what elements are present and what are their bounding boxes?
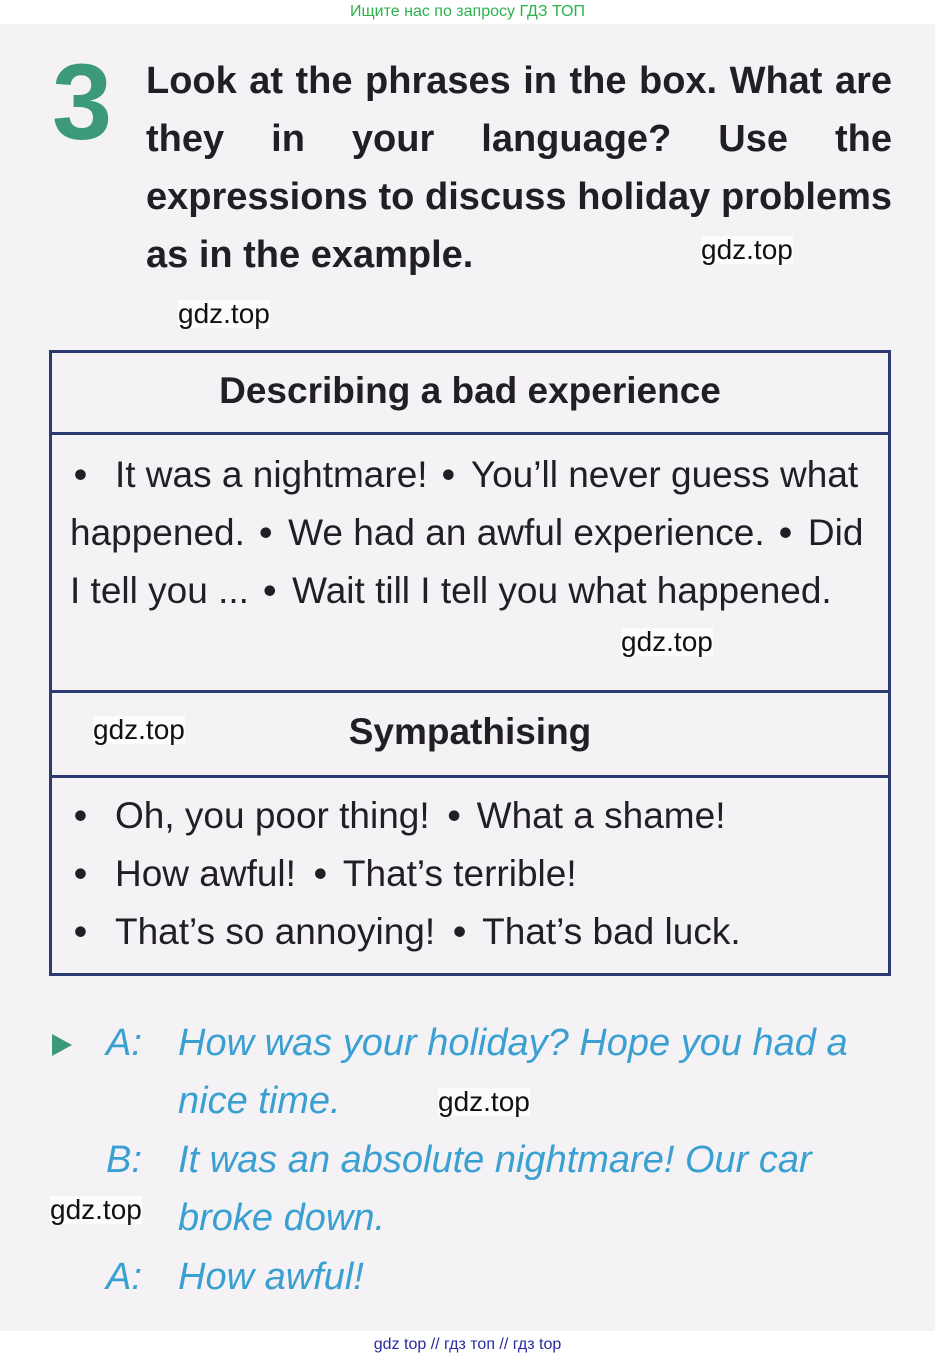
bullet-icon: • — [441, 454, 455, 495]
bullet-icon: • — [74, 454, 87, 495]
instruction-line-1: Look at the phrases in the box. What are — [146, 60, 892, 102]
dialogue-speaker: A: — [106, 1256, 142, 1298]
divider — [52, 690, 888, 693]
bullet-icon: • — [259, 512, 273, 553]
phrase: Wait till I tell you what happened. — [292, 570, 832, 611]
phrase: What a shame! — [476, 795, 726, 836]
top-banner: Ищите нас по запросу ГДЗ ТОП — [0, 0, 935, 24]
phrase: Oh, you poor thing! — [114, 795, 430, 836]
phrase-box — [49, 350, 891, 976]
bullet-icon: • — [313, 853, 327, 894]
watermark: gdz.top — [438, 1086, 530, 1117]
phrase: Did I tell you ... — [70, 512, 864, 611]
section-heading-bad-experience: Describing a bad experience — [219, 370, 721, 411]
instruction-line-3: expressions to discuss holiday problems — [146, 176, 892, 218]
bad-experience-phrases — [70, 446, 870, 620]
bullet-icon: • — [263, 570, 277, 611]
phrase: That’s bad luck. — [482, 911, 741, 952]
phrase: It was a nightmare! — [114, 454, 428, 495]
dialogue-speaker: B: — [106, 1139, 142, 1181]
bullet-icon: • — [447, 795, 461, 836]
bullet-icon: • — [778, 512, 792, 553]
phrase: That’s so annoying! — [114, 911, 436, 952]
phrase: We had an awful experience. — [288, 512, 765, 553]
section-heading-sympathising: Sympathising — [348, 711, 592, 752]
watermark: gdz.top — [50, 1194, 142, 1225]
watermark: gdz.top — [621, 626, 713, 657]
bullet-icon: • — [74, 795, 87, 836]
exercise-number: 3 — [52, 41, 113, 162]
watermark: gdz.top — [93, 714, 185, 745]
watermark: gdz.top — [178, 298, 270, 329]
phrase: How awful! — [114, 853, 296, 894]
dialogue-speaker: A: — [106, 1022, 142, 1064]
instruction-line-2: they in your language? Use the — [146, 118, 892, 160]
divider — [52, 432, 888, 435]
dialogue-text-continued: broke down. — [178, 1197, 386, 1239]
dialogue-text-continued: nice time. — [178, 1080, 341, 1122]
bullet-icon: • — [453, 911, 467, 952]
sympathising-phrases — [70, 787, 870, 961]
instruction-line-4: as in the example. — [146, 234, 474, 276]
play-arrow-icon — [52, 1034, 72, 1056]
bullet-icon: • — [74, 911, 87, 952]
footer: gdz top // гдз топ // гдз top — [0, 1331, 935, 1359]
dialogue-text: It was an absolute nightmare! Our car — [178, 1139, 812, 1181]
phrase: That’s terrible! — [342, 853, 577, 894]
bullet-icon: • — [74, 853, 87, 894]
phrase: You’ll never guess what happened. — [70, 454, 859, 553]
dialogue-text: How awful! — [178, 1256, 364, 1298]
dialogue-text: How was your holiday? Hope you had a — [178, 1022, 848, 1064]
watermark: gdz.top — [701, 234, 793, 265]
divider — [52, 775, 888, 778]
